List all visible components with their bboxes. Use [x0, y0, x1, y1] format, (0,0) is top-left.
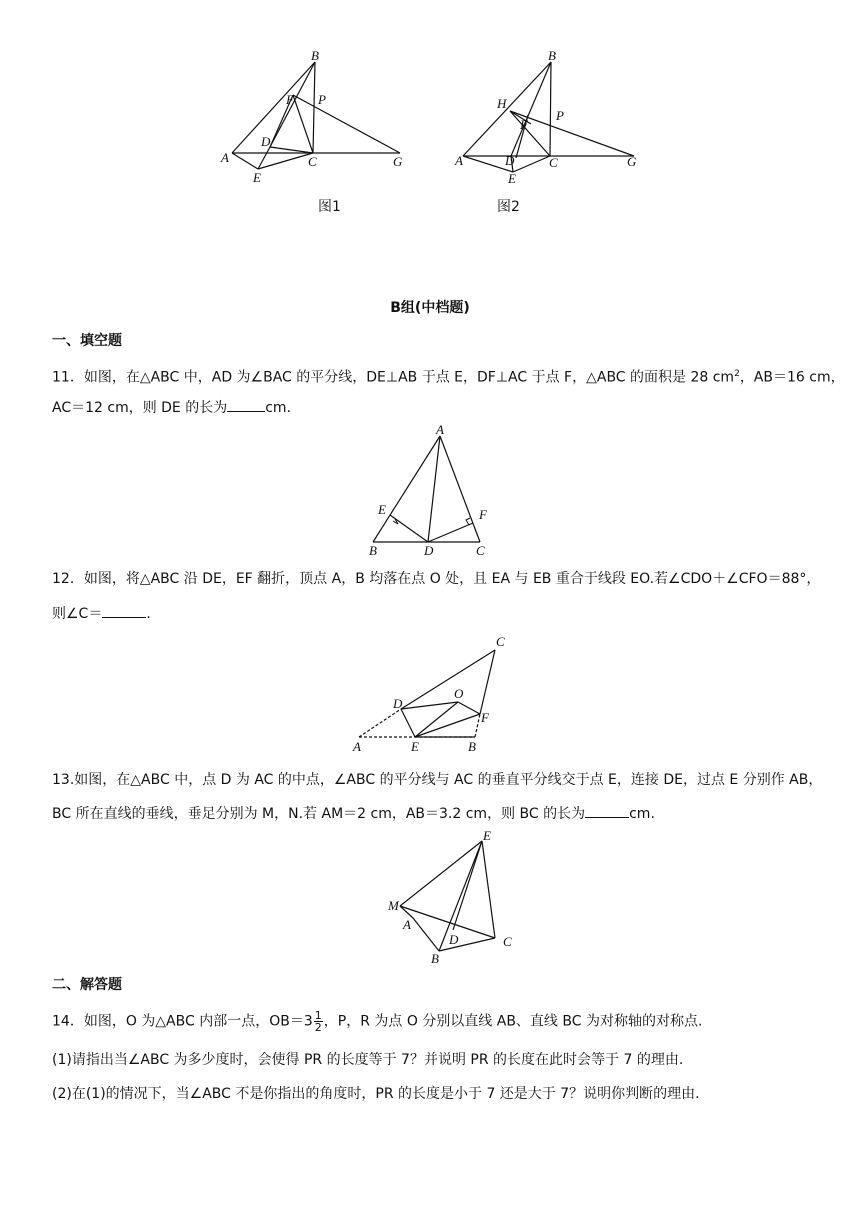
q13-line1: 13.如图，在△ABC 中，点 D 为 AC 的中点，∠ABC 的平分线与 AC 的垂直平分线交于点 E，连接 DE，过点 E 分别作 AB，: [52, 772, 823, 788]
label-A: A: [353, 739, 361, 754]
answer-blank[interactable]: [585, 803, 629, 818]
figure-1: [215, 48, 415, 190]
label-F: F: [520, 117, 528, 132]
label-C: C: [308, 154, 317, 169]
figure-2: [450, 48, 650, 190]
label-E: E: [378, 502, 386, 517]
q12-line2: 则∠C＝ .: [52, 603, 151, 624]
figure-q12: [345, 630, 515, 758]
label-E: E: [483, 828, 491, 843]
label-A: A: [436, 422, 444, 437]
label-G: G: [393, 154, 403, 169]
part2-title: 二、解答题: [52, 977, 122, 993]
q14-sub1: (1)请指出当∠ABC 为多少度时，会使得 PR 的长度等于 7？并说明 PR 的长度在此时会等于 7 的理由.: [52, 1052, 684, 1068]
label-F: F: [481, 710, 489, 725]
label-A: A: [455, 153, 463, 168]
answer-blank[interactable]: [227, 397, 265, 412]
label-B: B: [369, 543, 377, 558]
q11-line1: 11．如图，在△ABC 中，AD 为∠BAC 的平分线，DE⊥AB 于点 E，DF⊥AC 于点 F，△ABC 的面积是 28 $cm^2$，AB＝16 cm，: [52, 369, 845, 386]
label-D: D: [393, 696, 403, 711]
label-B: B: [548, 48, 556, 63]
label-E: E: [253, 170, 261, 185]
label-B: B: [431, 951, 439, 966]
label-D: D: [261, 134, 271, 149]
label-E: E: [508, 171, 516, 186]
q14-sub2: (2)在(1)的情况下，当∠ABC 不是你指出的角度时，PR 的长度是小于 7 还是大于 7？说明你判断的理由.: [52, 1086, 700, 1102]
label-D: D: [449, 932, 459, 947]
q14-line1: 14．如图，O 为△ABC 内部一点，OB＝3 $\frac{1}{2}$ ，P，R 为点 O 分别以直线 AB、直线 BC 为对称轴的对称点.: [52, 1009, 703, 1034]
label-A: A: [221, 150, 229, 165]
label-D: D: [424, 543, 434, 558]
label-B: B: [311, 48, 319, 63]
label-C: C: [549, 155, 558, 170]
label-C: C: [496, 634, 505, 649]
answer-blank[interactable]: [102, 603, 146, 618]
label-A: A: [403, 917, 411, 932]
label-C: C: [503, 934, 512, 949]
label-O: O: [454, 686, 464, 701]
label-B: B: [468, 739, 476, 754]
part1-title: 一、填空题: [52, 333, 122, 349]
label-G: G: [627, 154, 637, 169]
figure-q11: [360, 422, 500, 560]
q11-line2: AC＝12 cm，则 DE 的长为 cm.: [52, 397, 291, 418]
fraction: $\frac{1}{2}$: [314, 1009, 322, 1034]
q13-line2: BC 所在直线的垂线，垂足分别为 M，N.若 AM＝2 cm，AB＝3.2 cm，则 BC 的长为 cm.: [52, 803, 655, 824]
label-F: F: [479, 507, 487, 522]
label-P: P: [318, 92, 326, 107]
section-title: B组(中档题): [390, 300, 470, 316]
fig2-caption: 图2: [497, 199, 520, 215]
label-P: P: [556, 108, 564, 123]
fig1-caption: 图1: [318, 199, 341, 215]
label-E: E: [411, 739, 419, 754]
label-M: M: [388, 898, 399, 913]
label-D: D: [505, 153, 515, 168]
figure-q13: [385, 826, 525, 966]
label-H: H: [497, 96, 507, 111]
label-F: F: [286, 92, 294, 107]
label-C: C: [476, 543, 485, 558]
q12-line1: 12．如图，将△ABC 沿 DE，EF 翻折，顶点 A，B 均落在点 O 处，且 EA 与 EB 重合于线段 EO.若∠CDO＋∠CFO＝88°，: [52, 571, 821, 587]
